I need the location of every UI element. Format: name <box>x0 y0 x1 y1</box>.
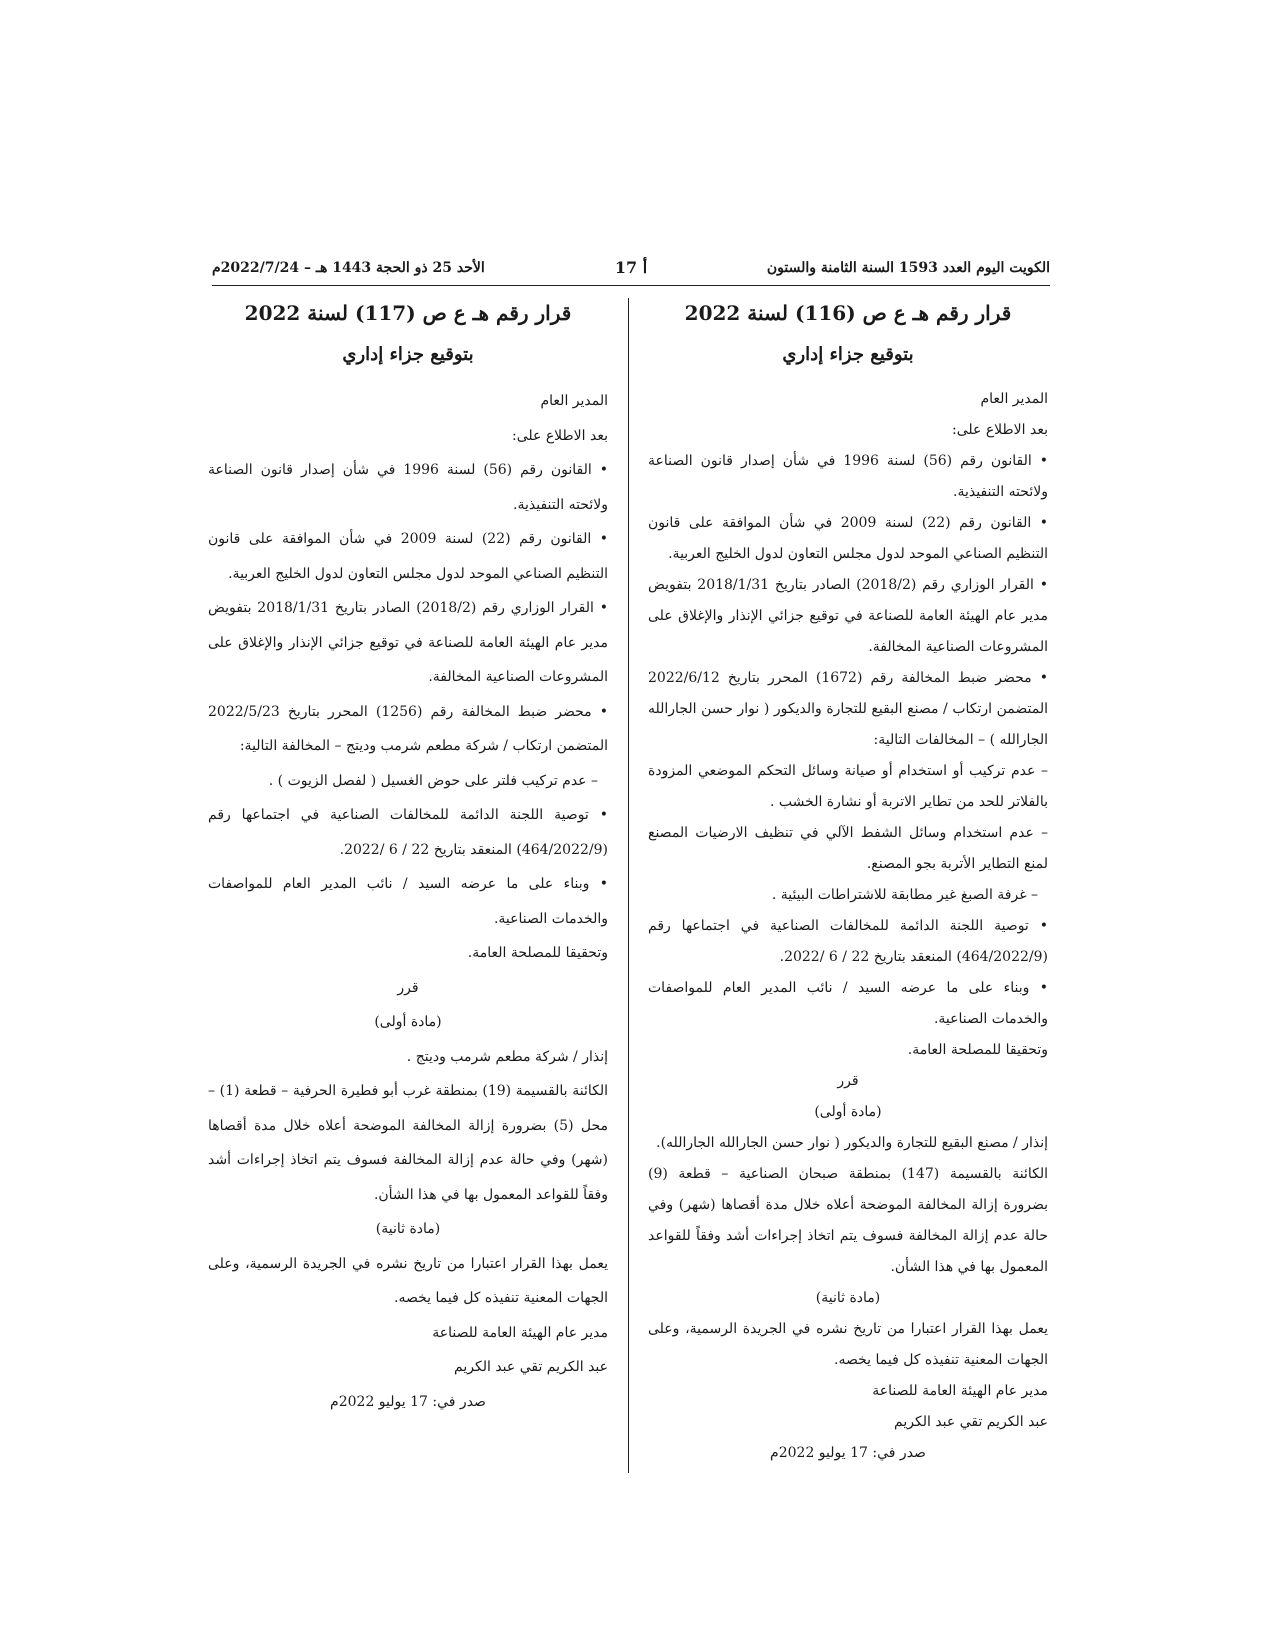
article-2-heading: (مادة ثانية) <box>375 1221 441 1237</box>
recital-item: • القانون رقم (56) لسنة 1996 في شأن إصدار قانون الصناعة ولائحته التنفيذية. <box>648 453 1048 500</box>
public-interest-line: وتحقيقا للمصلحة العامة. <box>907 1042 1048 1058</box>
violation-item: – عدم تركيب فلتر على حوض الغسيل ( لفصل الزيوت ) . <box>268 772 598 789</box>
recital-item: • محضر ضبط المخالفة رقم (1256) المحرر بتاريخ 2022/5/23 المتضمن ارتكاب / شركة مطعم شرمب وديتج – المخالفة التالية: <box>208 703 608 754</box>
decision-title: قرار رقم هـ ع ص (116) لسنة 2022 <box>684 301 1012 325</box>
preamble-line: بعد الاطلاع على: <box>512 427 608 444</box>
decision-subtitle: بتوقيع جزاء إداري <box>782 344 914 365</box>
recital-item: • القانون رقم (56) لسنة 1996 في شأن إصدار قانون الصناعة ولائحته التنفيذية. <box>208 462 608 513</box>
recital-item: • القانون رقم (22) لسنة 2009 في شأن الموافقة على قانون التنظيم الصناعي الموحد لدول مجلس التعاون لدول الخليج العربية. <box>648 515 1048 562</box>
header-rule <box>212 285 1050 286</box>
signatory-title: مدير عام الهيئة العامة للصناعة <box>432 1324 608 1341</box>
warning-line: إنذار / شركة مطعم شرمب وديتج . <box>406 1048 608 1065</box>
header-publication: الكويت اليوم العدد 1593 السنة الثامنة والستون <box>766 260 1050 276</box>
decision-117 <box>208 296 608 1419</box>
preamble-line: بعد الاطلاع على: <box>952 422 1048 438</box>
decision-116 <box>648 296 1048 1469</box>
decision-title: قرار رقم هـ ع ص (117) لسنة 2022 <box>244 301 572 325</box>
director-line: المدير العام <box>540 393 608 409</box>
recital-item: • القرار الوزاري رقم (2018/2) الصادر بتاريخ 2018/1/31 بتفويض مدير عام الهيئة العامة للصناعة في توقيع جزائي الإنذار والإغلاق على المشروعات الصناعية المخالفة. <box>648 577 1048 655</box>
recital-item: • وبناء على ما عرضه السيد / نائب المدير العام للمواصفات والخدمات الصناعية. <box>648 980 1048 1027</box>
article-2-body: يعمل بهذا القرار اعتبارا من تاريخ نشره في الجريدة الرسمية، وعلى الجهات المعنية تنفيذه كل فيما يخصه. <box>648 1321 1048 1368</box>
signatory-title: مدير عام الهيئة العامة للصناعة <box>872 1383 1048 1399</box>
issue-date: صدر في: 17 يوليو 2022م <box>330 1393 486 1410</box>
page-header <box>212 256 1050 284</box>
violation-item: – غرفة الصبغ غير مطابقة للاشتراطات البيئية . <box>771 887 1038 903</box>
header-page-number: أ 17 <box>614 258 648 277</box>
recital-item: • وبناء على ما عرضه السيد / نائب المدير العام للمواصفات والخدمات الصناعية. <box>208 876 608 927</box>
signatory-name: عبد الكريم تقي عبد الكريم <box>454 1359 608 1375</box>
recital-item: • محضر ضبط المخالفة رقم (1672) المحرر بتاريخ 2022/6/12 المتضمن ارتكاب / مصنع البقيع للتجارة والديكور ( نوار حسن الجارالله الجارالله ) – المخالفات التالية: <box>648 670 1048 748</box>
violation-item: – عدم استخدام وسائل الشفط الآلي في تنظيف الارضيات المصنع لمنع التطاير الأتربة بجو المصنع. <box>648 825 1048 872</box>
public-interest-line: وتحقيقا للمصلحة العامة. <box>467 945 608 961</box>
article-1-heading: (مادة أولى) <box>814 1104 882 1120</box>
signatory-name: عبد الكريم تقي عبد الكريم <box>894 1414 1048 1430</box>
violation-item: – عدم تركيب أو استخدام أو صيانة وسائل التحكم الموضعي المزودة بالفلاتر للحد من تطاير الاتربة أو نشارة الخشب . <box>648 763 1048 810</box>
director-line: المدير العام <box>980 391 1048 407</box>
article-2-body: يعمل بهذا القرار اعتبارا من تاريخ نشره في الجريدة الرسمية، وعلى الجهات المعنية تنفيذه كل فيما يخصه. <box>208 1255 608 1306</box>
decision-subtitle: بتوقيع جزاء إداري <box>342 344 474 365</box>
recital-item: • القانون رقم (22) لسنة 2009 في شأن الموافقة على قانون التنظيم الصناعي الموحد لدول مجلس التعاون لدول الخليج العربية. <box>208 531 608 582</box>
recital-item: • توصية اللجنة الدائمة للمخالفات الصناعية في اجتماعها رقم (464/2022/9) المنعقد بتاريخ 22 / 6 /2022. <box>648 918 1048 965</box>
article-1-body: الكائنة بالقسيمة (147) بمنطقة صبحان الصناعية – قطعة (9) بضرورة إزالة المخالفة الموضحة أعلاه خلال مدة أقصاها (شهر) وفي حالة عدم إزالة المخالفة فسوف يتم اتخاذ إجراءات أشد وفقاً للقواعد المعمول بها في هذا الشأن. <box>648 1166 1048 1275</box>
decided-heading: قرر <box>397 979 419 996</box>
decided-heading: قرر <box>837 1073 859 1089</box>
issue-date: صدر في: 17 يوليو 2022م <box>770 1445 926 1461</box>
recital-item: • القرار الوزاري رقم (2018/2) الصادر بتاريخ 2018/1/31 بتفويض مدير عام الهيئة العامة للصناعة في توقيع جزائي الإنذار والإغلاق على المشروعات الصناعية المخالفة. <box>208 600 608 685</box>
article-1-body: الكائنة بالقسيمة (19) بمنطقة غرب أبو فطيرة الحرفية – قطعة (1) – محل (5) بضرورة إزالة المخالفة الموضحة أعلاه خلال مدة أقصاها (شهر) وفي حالة عدم إزالة المخالفة فسوف يتم اتخاذ إجراءات أشد وفقاً للقواعد المعمول بها في هذا الشأن. <box>208 1083 608 1203</box>
column-divider <box>628 298 629 1473</box>
warning-line: إنذار / مصنع البقيع للتجارة والديكور ( نوار حسن الجارالله الجارالله). <box>656 1135 1048 1151</box>
recital-item: • توصية اللجنة الدائمة للمخالفات الصناعية في اجتماعها رقم (464/2022/9) المنعقد بتاريخ 22 / 6 /2022. <box>208 807 608 858</box>
article-2-heading: (مادة ثانية) <box>815 1290 881 1306</box>
article-1-heading: (مادة أولى) <box>374 1014 442 1030</box>
header-date: الأحد 25 ذو الحجة 1443 هـ – 2022/7/24م <box>212 260 485 276</box>
